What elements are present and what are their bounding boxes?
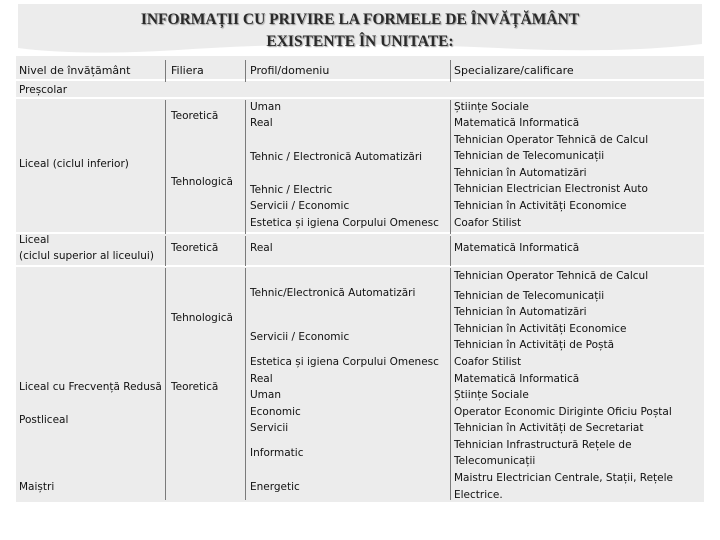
profil-informatic: Informatic	[250, 447, 304, 459]
specializare-item: Matematică Informatică	[454, 242, 580, 254]
profil-uman: Uman	[250, 101, 282, 113]
specializare-item: Maistru Electrician Centrale, Stații, Rețele	[454, 472, 674, 484]
row-separator	[16, 97, 704, 99]
specializare-item: Matematică Informatică	[454, 373, 580, 385]
profil-tehnic-electronica: Tehnic / Electronică Automatizări	[250, 151, 423, 163]
nivel-frecventa-redusa: Liceal cu Frecvență Redusă	[19, 381, 162, 393]
profil-real: Real	[250, 117, 273, 129]
specializare-item: Tehnician în Automatizări	[454, 167, 587, 179]
column-divider	[165, 236, 166, 266]
specializare-item: Științe Sociale	[454, 101, 529, 113]
column-divider	[450, 268, 451, 500]
filiera-teoretica: Teoretică	[171, 242, 219, 254]
column-divider	[245, 60, 246, 82]
column-divider	[245, 236, 246, 266]
specializare-item: Tehnician în Activități Economice	[454, 323, 627, 335]
profil-servicii: Servicii	[250, 422, 289, 434]
row-separator	[16, 265, 704, 267]
specializare-item: Tehnician de Telecomunicații	[454, 150, 605, 162]
nivel-maistri: Maiștri	[19, 481, 55, 493]
nivel-liceal-inferior: Liceal (ciclul inferior)	[19, 158, 129, 170]
filiera-tehnologica: Tehnologică	[171, 312, 233, 324]
header-profil: Profil/domeniu	[250, 64, 330, 77]
page-subtitle: EXISTENTE ÎN UNITATE:	[266, 33, 454, 50]
specializare-item: Tehnician Electrician Electronist Auto	[454, 183, 648, 195]
specializare-item: Coafor Stilist	[454, 356, 522, 368]
specializare-item: Operator Economic Diriginte Oficiu Poștal	[454, 406, 672, 418]
row-separator	[16, 79, 704, 81]
nivel-postliceal: Postliceal	[19, 414, 69, 426]
specializare-item: Tehnician în Activități de Poștă	[454, 339, 615, 351]
specializare-item: Tehnician în Activități Economice	[454, 200, 627, 212]
nivel-prescolar: Preșcolar	[19, 84, 68, 96]
header-filiera: Filiera	[171, 64, 204, 77]
profil-estetica: Estetica și igiena Corpului Omenesc	[250, 217, 439, 229]
specializare-item: Tehnician în Automatizări	[454, 306, 587, 318]
specializare-item: Tehnician în Activități de Secretariat	[454, 422, 644, 434]
profil-servicii-economic: Servicii / Economic	[250, 331, 350, 343]
column-divider	[450, 100, 451, 234]
nivel-liceal-superior: Liceal	[19, 234, 50, 246]
specializare-item: Coafor Stilist	[454, 217, 522, 229]
page-title: INFORMAȚII CU PRIVIRE LA FORMELE DE ÎNVĂȚĂMÂNT	[140, 11, 580, 28]
profil-uman: Uman	[250, 389, 282, 401]
specializare-item: Electrice.	[454, 489, 503, 501]
column-divider	[165, 100, 166, 234]
profil-estetica: Estetica și igiena Corpului Omenesc	[250, 356, 439, 368]
specializare-item: Științe Sociale	[454, 389, 529, 401]
column-divider	[245, 268, 246, 500]
column-divider	[165, 60, 166, 82]
nivel-liceal-superior-detail: (ciclul superior al liceului)	[19, 250, 154, 262]
row-separator	[16, 232, 704, 234]
specializare-item: Tehnician Operator Tehnică de Calcul	[454, 270, 649, 282]
column-divider	[165, 268, 166, 500]
specializare-item: Tehnician Operator Tehnică de Calcul	[454, 134, 649, 146]
specializare-item: Tehnician Infrastructură Rețele de	[454, 439, 632, 451]
column-divider	[245, 100, 246, 234]
header-nivel: Nivel de învățământ	[19, 64, 131, 77]
profil-tehnic-electronica: Tehnic/Electronică Automatizări	[250, 287, 416, 299]
filiera-teoretica: Teoretică	[171, 381, 219, 393]
column-divider	[450, 236, 451, 266]
column-divider	[450, 60, 451, 82]
profil-real: Real	[250, 242, 273, 254]
filiera-tehnologica: Tehnologică	[171, 176, 233, 188]
filiera-teoretica: Teoretică	[171, 110, 219, 122]
profil-energetic: Energetic	[250, 481, 300, 493]
profil-economic: Economic	[250, 406, 301, 418]
specializare-item: Tehnician de Telecomunicații	[454, 290, 605, 302]
specializare-item: Matematică Informatică	[454, 117, 580, 129]
profil-real: Real	[250, 373, 273, 385]
profil-tehnic-electric: Tehnic / Electric	[250, 184, 333, 196]
header-specializare: Specializare/calificare	[454, 64, 574, 77]
specializare-item: Telecomunicații	[454, 455, 536, 467]
profil-servicii-economic: Servicii / Economic	[250, 200, 350, 212]
